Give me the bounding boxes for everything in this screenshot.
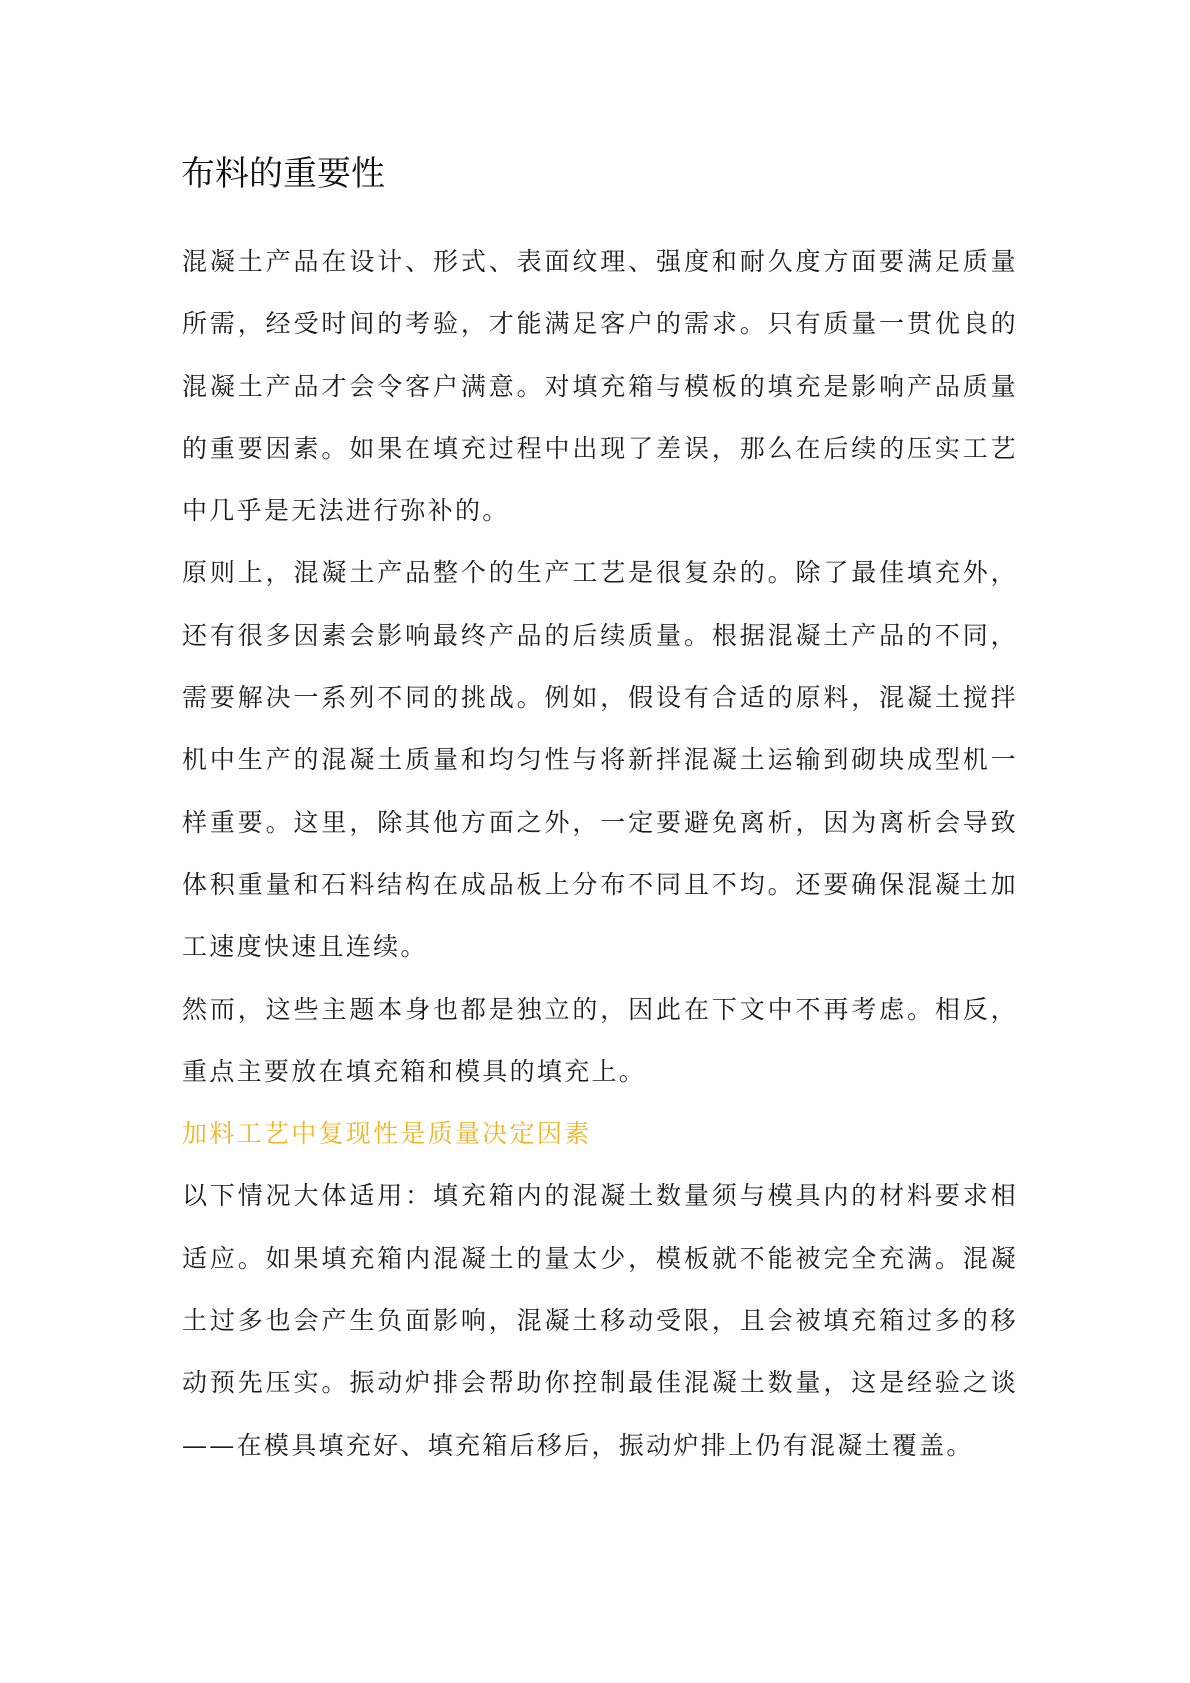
section-subheading: 加料工艺中复现性是质量决定因素 <box>182 1119 592 1149</box>
document-body <box>182 231 1018 1477</box>
paragraph-3: 然而，这些主题本身也都是独立的，因此在下文中不再考虑。相反，重点主要放在填充箱和模具的填充上。 <box>182 994 1018 1086</box>
page-title: 布料的重要性 <box>181 154 385 194</box>
paragraph-2: 原则上，混凝土产品整个的生产工艺是很复杂的。除了最佳填充外，还有很多因素会影响最终产品的后续质量。根据混凝土产品的不同，需要解决一系列不同的挑战。例如，假设有合适的原料，混凝土搅拌机中生产的混凝土质量和均匀性与将新拌混凝土运输到砌块成型机一样重要。这里，除其他方面之外，一定要避免离析，因为离析会导致体积重量和石料结构在成品板上分布不同且不均。还要确保混凝土加工速度快速且连续。 <box>182 558 1018 962</box>
paragraph-1: 混凝土产品在设计、形式、表面纹理、强度和耐久度方面要满足质量所需，经受时间的考验，才能满足客户的需求。只有质量一贯优良的混凝土产品才会令客户满意。对填充箱与模板的填充是影响产品质量的重要因素。如果在填充过程中出现了差误，那么在后续的压实工艺中几乎是无法进行弥补的。 <box>182 247 1018 526</box>
paragraph-4: 以下情况大体适用：填充箱内的混凝土数量须与模具内的材料要求相适应。如果填充箱内混凝土的量太少，模板就不能被完全充满。混凝土过多也会产生负面影响，混凝土移动受限，且会被填充箱过多的移动预先压实。振动炉排会帮助你控制最佳混凝土数量，这是经验之谈——在模具填充好、填充箱后移后，振动炉排上仍有混凝土覆盖。 <box>182 1181 1018 1460</box>
